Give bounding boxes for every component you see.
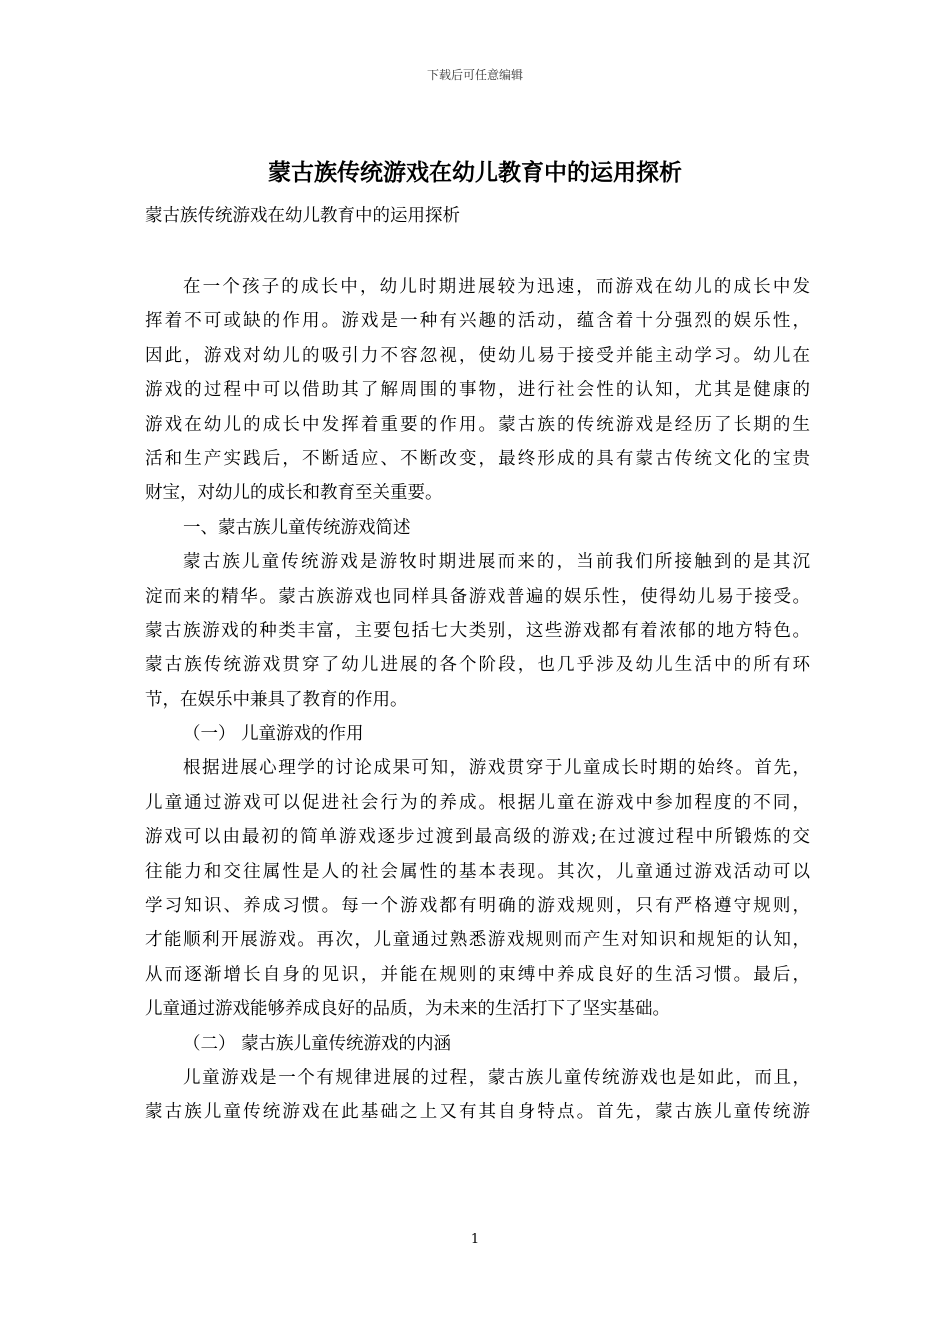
paragraph-line: 淀而来的精华。蒙古族游戏也同样具备游戏普遍的娱乐性，使得幼儿易于接受。 — [145, 586, 810, 607]
paragraph-line: 儿童游戏是一个有规律进展的过程，蒙古族儿童传统游戏也是如此，而且， — [183, 1067, 810, 1088]
paragraph-line: 蒙古族传统游戏贯穿了幼儿进展的各个阶段，也几乎涉及幼儿生活中的所有环 — [145, 655, 810, 676]
subsection-heading: （二） 蒙古族儿童传统游戏的内涵 — [183, 1033, 452, 1054]
paragraph-line: 往能力和交往属性是人的社会属性的基本表现。其次，儿童通过游戏活动可以 — [145, 861, 810, 882]
paragraph-line: 蒙古族儿童传统游戏是游牧时期进展而来的，当前我们所接触到的是其沉 — [183, 552, 810, 573]
paragraph-line: 蒙古族游戏的种类丰富，主要包括七大类别，这些游戏都有着浓郁的地方特色。 — [145, 620, 810, 641]
document-body — [145, 270, 810, 1130]
document-title: 蒙古族传统游戏在幼儿教育中的运用探析 — [268, 159, 682, 186]
paragraph-line: 挥着不可或缺的作用。游戏是一种有兴趣的活动，蕴含着十分强烈的娱乐性， — [145, 311, 810, 332]
document-subtitle: 蒙古族传统游戏在幼儿教育中的运用探析 — [145, 206, 460, 226]
paragraph-line: 根据进展心理学的讨论成果可知，游戏贯穿于儿童成长时期的始终。首先， — [183, 758, 810, 779]
paragraph-line: 蒙古族儿童传统游戏在此基础之上又有其自身特点。首先，蒙古族儿童传统游 — [145, 1102, 810, 1123]
paragraph-line: 学习知识、养成习惯。每一个游戏都有明确的游戏规则，只有严格遵守规则， — [145, 896, 810, 917]
subsection-heading: （一） 儿童游戏的作用 — [183, 724, 364, 745]
paragraph-line: 因此，游戏对幼儿的吸引力不容忽视，使幼儿易于接受并能主动学习。幼儿在 — [145, 345, 810, 366]
paragraph-line: 游戏在幼儿的成长中发挥着重要的作用。蒙古族的传统游戏是经历了长期的生 — [145, 414, 810, 435]
paragraph-line: 才能顺利开展游戏。再次，儿童通过熟悉游戏规则而产生对知识和规矩的认知， — [145, 930, 810, 951]
page-number: 1 — [470, 1232, 480, 1247]
paragraph-line: 游戏可以由最初的简单游戏逐步过渡到最高级的游戏;在过渡过程中所锻炼的交 — [145, 827, 810, 848]
paragraph-line: 在一个孩子的成长中，幼儿时期进展较为迅速，而游戏在幼儿的成长中发 — [183, 277, 810, 297]
paragraph-line: 节，在娱乐中兼具了教育的作用。 — [145, 689, 408, 710]
paragraph-line: 儿童通过游戏可以促进社会行为的养成。根据儿童在游戏中参加程度的不同， — [145, 792, 810, 813]
header-note: 下载后可任意编辑 — [426, 68, 523, 82]
section-heading: 一、蒙古族儿童传统游戏简述 — [183, 517, 411, 538]
paragraph-line: 财宝，对幼儿的成长和教育至关重要。 — [145, 483, 443, 504]
paragraph-line: 游戏的过程中可以借助其了解周围的事物，进行社会性的认知，尤其是健康的 — [145, 380, 810, 401]
paragraph-line: 儿童通过游戏能够养成良好的品质，为未来的生活打下了坚实基础。 — [145, 999, 670, 1020]
paragraph-line: 活和生产实践后，不断适应、不断改变，最终形成的具有蒙古传统文化的宝贵 — [145, 448, 810, 469]
paragraph-line: 从而逐渐增长自身的见识，并能在规则的束缚中养成良好的生活习惯。最后， — [145, 964, 810, 985]
